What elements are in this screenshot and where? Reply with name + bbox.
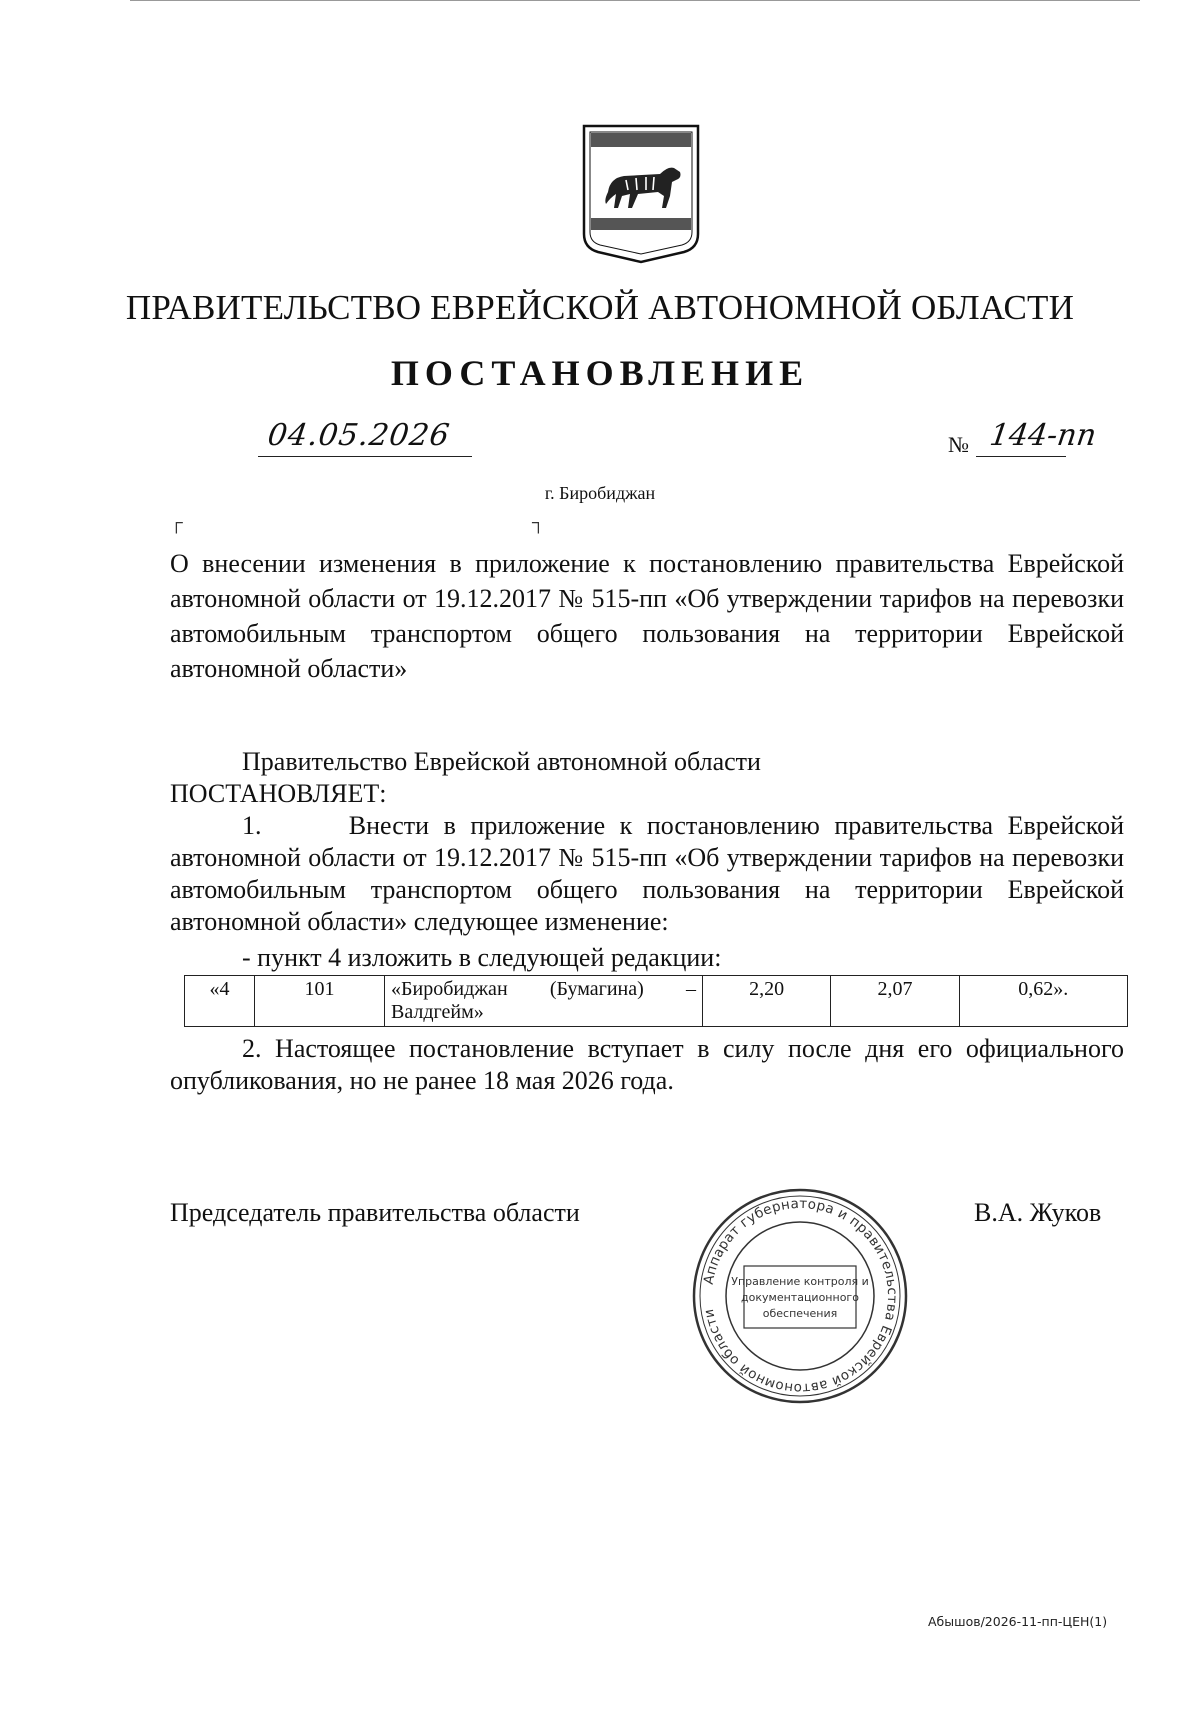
table-cell-route-name: «Биробиджан (Бумагина) – Валдгейм» bbox=[385, 976, 703, 1027]
number-underline bbox=[976, 456, 1066, 457]
number-sign: № bbox=[948, 432, 969, 457]
date-underline bbox=[258, 456, 472, 457]
document-subject: О внесении изменения в приложение к постановлению правительства Еврейской автономной области от 19.12.2017 № 515-пп «Об утверждении тарифов на перевозки автомобильным транспортом общего пользования на территории Еврейской автономной области» bbox=[170, 549, 1124, 683]
handwritten-date: 04.05.2026 bbox=[265, 418, 453, 453]
subject-corner-right-icon: ┐ bbox=[532, 512, 545, 532]
seal-inner-text-3: обеспечения bbox=[762, 1307, 838, 1320]
official-seal-icon bbox=[690, 1186, 910, 1406]
table-cell-item: «4 bbox=[185, 976, 255, 1027]
seal-inner-text-2: документационного bbox=[741, 1291, 859, 1304]
table-cell-tariff-2: 2,07 bbox=[831, 976, 959, 1027]
signer-name: В.А. Жуков bbox=[974, 1198, 1102, 1227]
intro-line: Правительство Еврейской автономной области bbox=[242, 747, 761, 776]
coat-of-arms-icon bbox=[580, 122, 702, 264]
signer-position: Председатель правительства области bbox=[170, 1198, 580, 1227]
footer-code: Абышов/2026-11-пп-ЦЕН(1) bbox=[928, 1614, 1108, 1629]
tariff-table bbox=[184, 975, 1128, 1027]
table-row bbox=[185, 976, 1128, 1027]
table-cell-route-number: 101 bbox=[255, 976, 385, 1027]
government-title: ПРАВИТЕЛЬСТВО ЕВРЕЙСКОЙ АВТОНОМНОЙ ОБЛАСТИ bbox=[125, 288, 1075, 327]
subject-corner-left-icon: ┌ bbox=[170, 512, 183, 532]
item-2: 2. Настоящее постановление вступает в силу после дня его официального опубликования, но не ранее 18 мая 2026 года. bbox=[170, 1034, 1124, 1095]
document-type-title: ПОСТАНОВЛЕНИЕ bbox=[390, 353, 810, 393]
table-cell-tariff-1: 2,20 bbox=[703, 976, 831, 1027]
item-1-sub: - пункт 4 изложить в следующей редакции: bbox=[242, 943, 722, 972]
seal-outer-text: Аппарат губернатора и правительства Еврейской автономной области bbox=[700, 1195, 901, 1397]
seal-inner-text-1: Управление контроля и bbox=[731, 1275, 869, 1288]
table-cell-tariff-3: 0,62». bbox=[959, 976, 1127, 1027]
handwritten-number: 144-пп bbox=[987, 418, 1099, 453]
city-label: г. Биробиджан bbox=[544, 483, 656, 503]
scan-top-edge bbox=[130, 0, 1140, 1]
resolves-line: ПОСТАНОВЛЯЕТ: bbox=[170, 779, 387, 808]
item-1: 1. Внести в приложение к постановлению правительства Еврейской автономной области от 19.12.2017 № 515-пп «Об утверждении тарифов на перевозки автомобильным транспортом общего пользования на территории Еврейской автономной области» следующее изменение: bbox=[170, 811, 1131, 936]
